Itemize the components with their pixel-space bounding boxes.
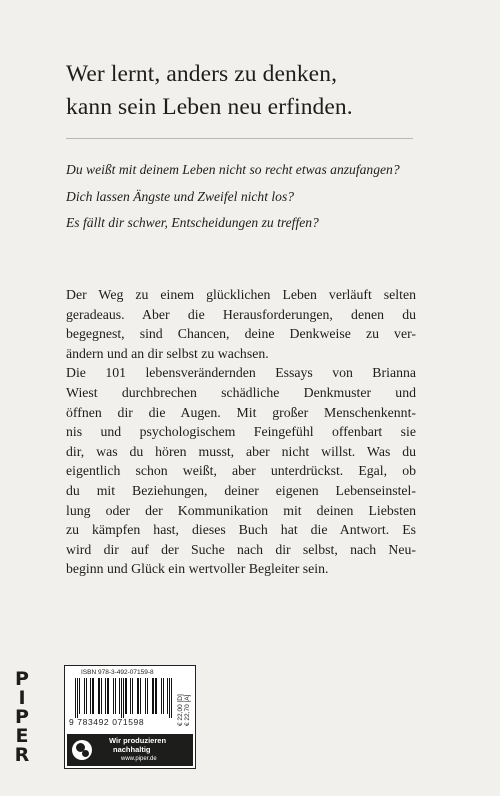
blurb-line: dir, was du hören musst, aber nicht willst. Was du	[66, 443, 416, 459]
price-de: € 22,00 [D]	[177, 694, 184, 726]
blurb-line: beginn und Glück ein wertvoller Begleiter sein.	[66, 561, 329, 577]
blurb-line: eigentlich schon weißt, aber unterdrückst. Egal, ob	[66, 463, 416, 479]
publisher-logo	[8, 668, 36, 766]
blurb-line: Der Weg zu einem glücklichen Leben verläuft selten	[66, 287, 416, 302]
blurb-text	[66, 285, 416, 579]
eco-line-2: nachhaltig	[113, 745, 151, 754]
barcode-panel	[64, 665, 196, 769]
headline-line: kann sein Leben neu erfinden.	[66, 94, 353, 120]
eco-line-1: Wir produzieren	[109, 736, 167, 745]
headline-line: Wer lernt, anders zu denken,	[66, 61, 338, 87]
question: Du weißt mit deinem Leben nicht so recht etwas anzufangen?	[66, 162, 400, 177]
publisher-letter: R	[14, 744, 30, 766]
publisher-letter: P	[15, 668, 29, 690]
eco-logo-icon	[72, 740, 92, 760]
blurb-line: öffnen dir die Augen. Mit großer Menschenkennt-	[66, 404, 416, 420]
price-at: € 22,70 [A]	[184, 694, 191, 726]
sustainability-badge	[67, 734, 193, 766]
headline	[66, 58, 466, 124]
blurb-line: Die 101 lebensverändernden Essays von Brianna	[66, 365, 416, 381]
publisher-letter: E	[15, 725, 29, 747]
question: Dich lassen Ängste und Zweifel nicht los?	[66, 188, 295, 204]
blurb-line: ändern und an dir selbst zu wachsen.	[66, 345, 269, 361]
blurb-line: begegnest, sind Chancen, deine Denkweise zu ver-	[66, 326, 416, 342]
publisher-letter: P	[15, 706, 29, 728]
eco-url: www.piper.de	[121, 756, 157, 762]
blurb-line: geradeaus. Aber die Herausforderungen, denen du	[66, 306, 416, 322]
blurb-line: nis und psychologischem Feingefühl offenbart sie	[66, 424, 416, 440]
blurb-line: wird dir auf der Suche nach dir selbst, nach Neu-	[66, 541, 416, 557]
barcode-digits: 9 783492 071598	[69, 717, 145, 727]
question: Es fällt dir schwer, Entscheidungen zu treffen?	[66, 215, 319, 230]
blurb-line: Wiest durchbrechen schädliche Denkmuster und	[66, 384, 416, 400]
isbn-label: ISBN 978-3-492-07159-8	[81, 669, 154, 676]
blurb-line: du mit Beziehungen, deiner eigenen Lebenseinstel-	[66, 482, 416, 498]
price-labels	[177, 676, 191, 726]
publisher-letter: I	[18, 687, 26, 709]
blurb-line: zu kämpfen hast, dieses Buch hat die Antwort. Es	[66, 522, 416, 538]
divider	[66, 138, 413, 139]
blurb-line: lung oder der Kommunikation mit deinen Liebsten	[66, 502, 416, 518]
barcode-icon	[73, 678, 173, 718]
question-list	[66, 160, 426, 240]
